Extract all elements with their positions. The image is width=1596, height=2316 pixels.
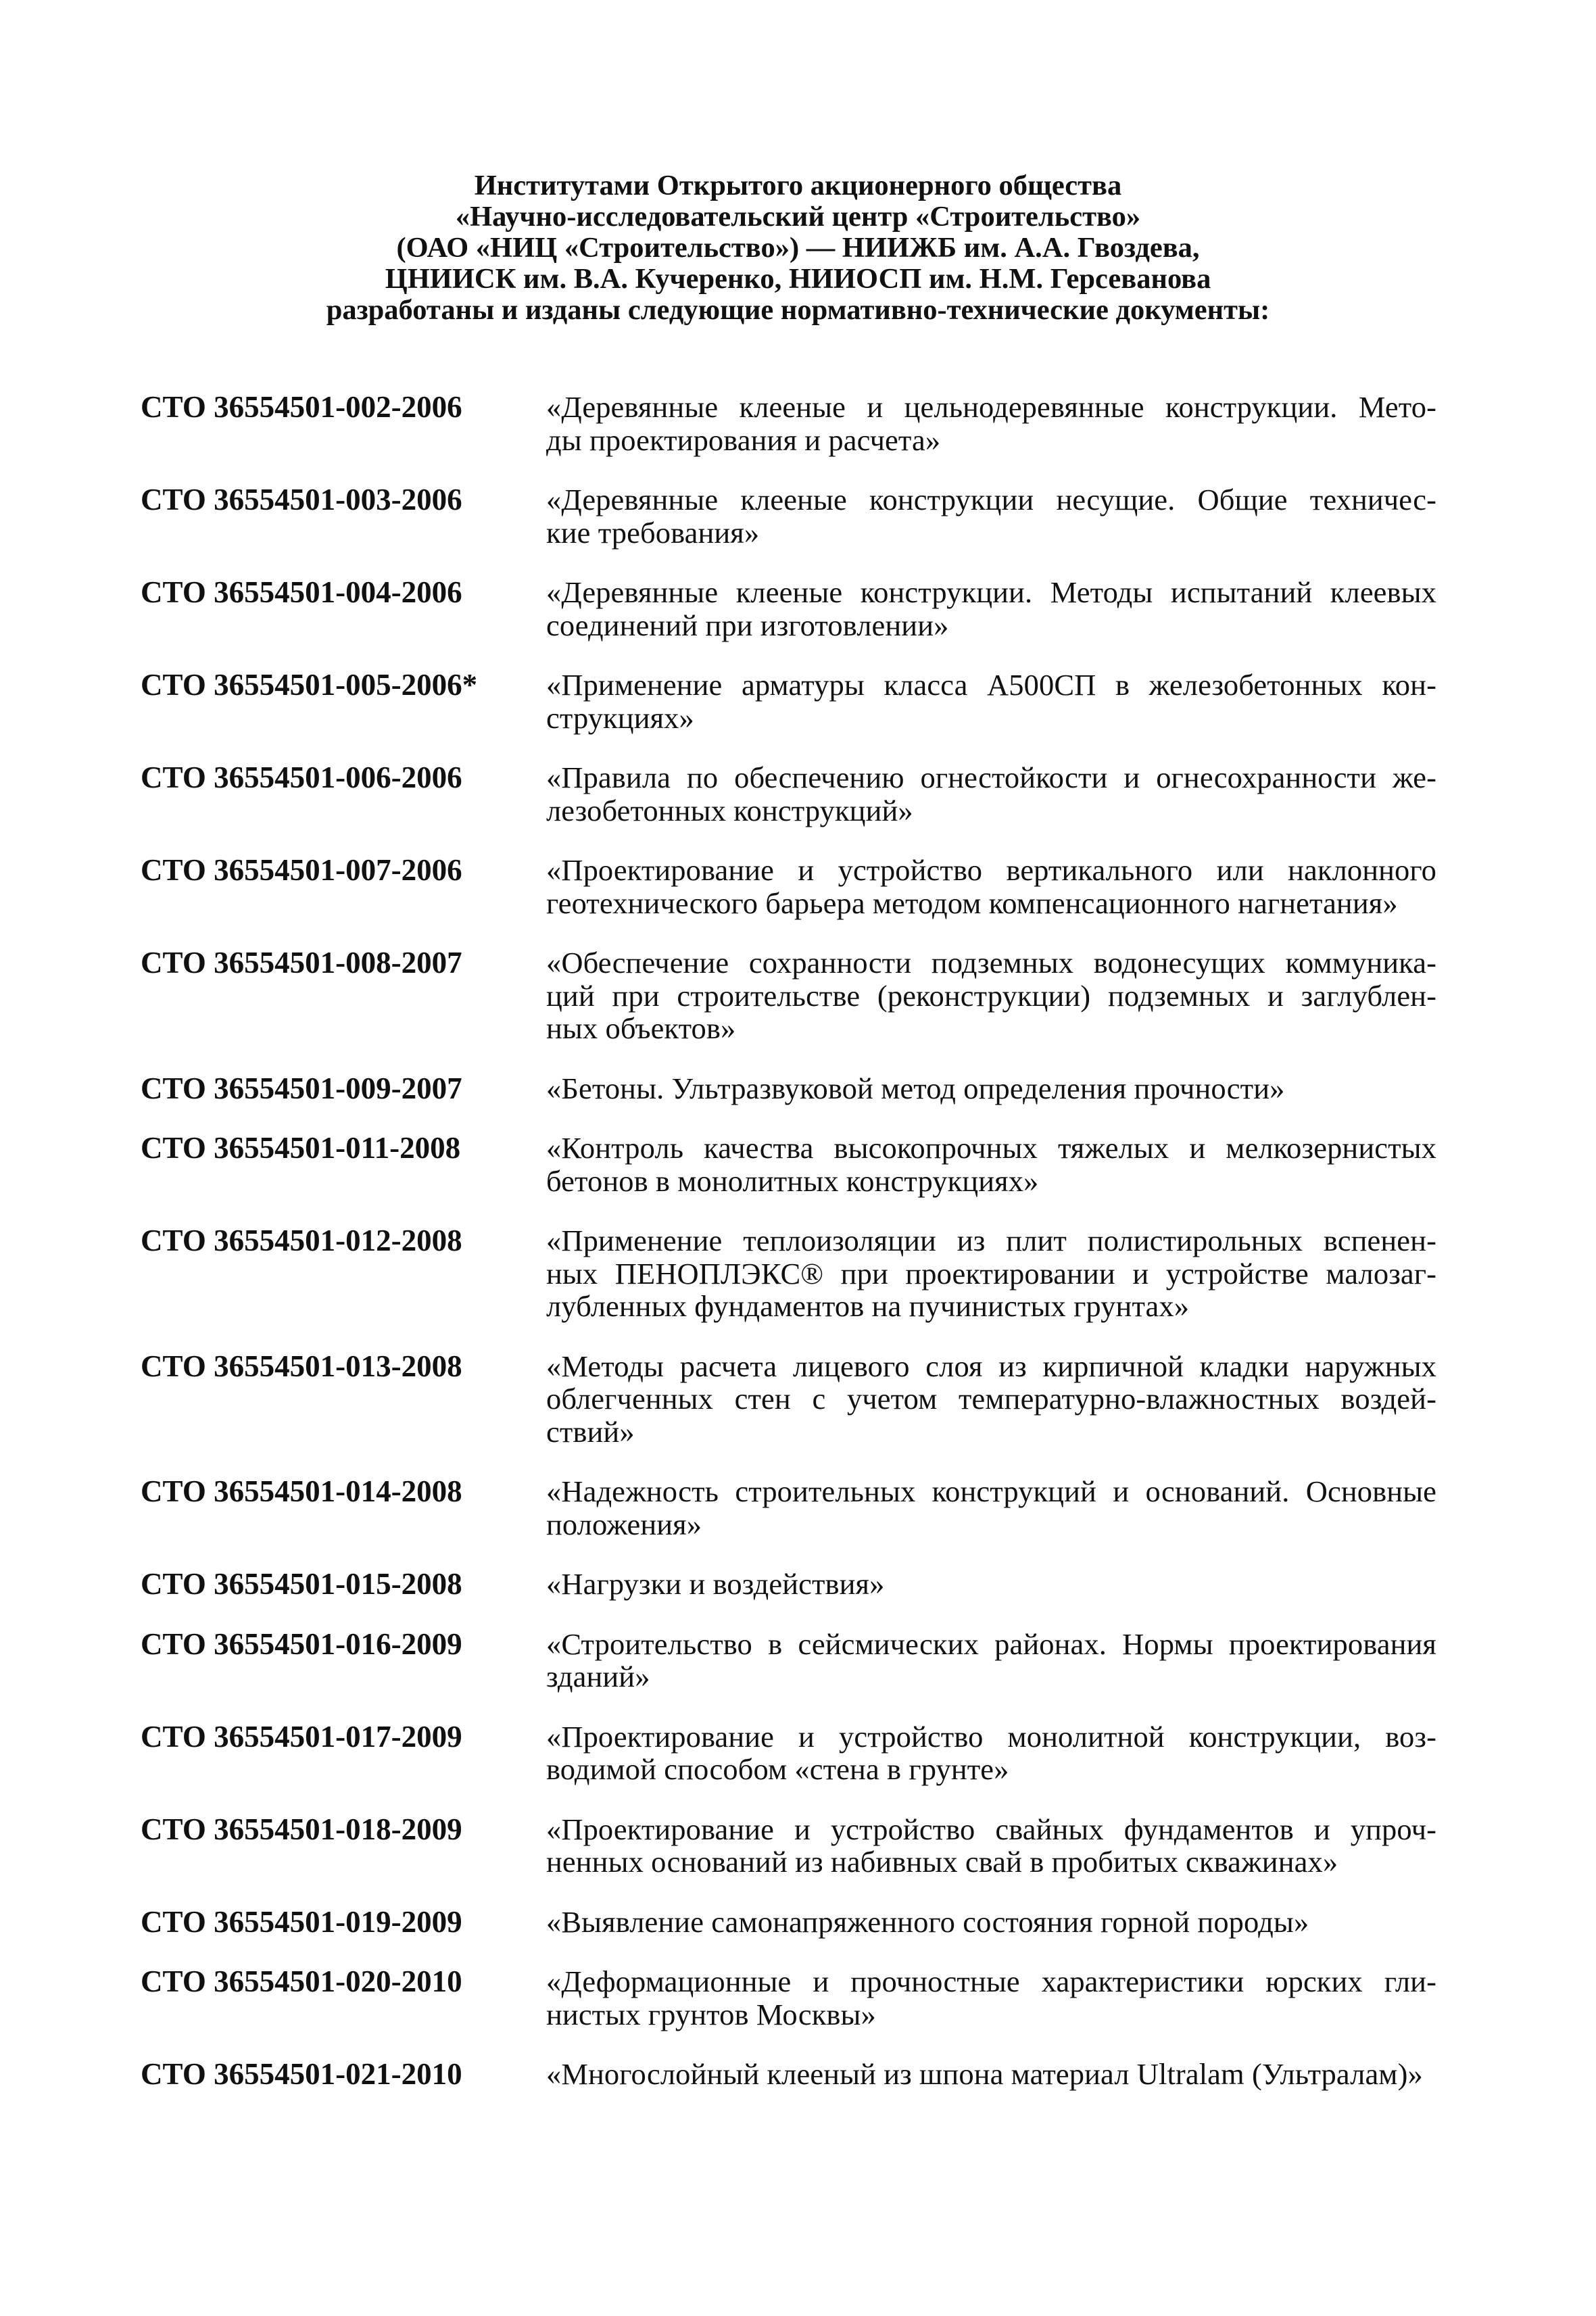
standard-title-line: «Выявление самонапряженного состояния горной породы» [546,1904,1309,1939]
standard-code: СТО 36554501-021-2010 [141,2057,462,2091]
list-item [141,1475,1436,1541]
standard-title-line: «Применение теплоизоляции из плит полистирольных вспенен- [546,1224,1436,1257]
standard-title [546,1350,1436,1449]
standard-title-line: положения» [546,1507,702,1541]
heading-line: ЦНИИСК им. В.А. Кучеренко, НИИОСП им. Н.М. Герсеванова [385,263,1211,295]
list-item [141,1965,1436,2031]
standard-title-line: «Деформационные и прочностные характеристики юрских гли- [546,1964,1436,1998]
standard-code: СТО 36554501-005-2006* [141,668,478,702]
standard-title-line: зданий» [546,1660,650,1693]
standard-code: СТО 36554501-011-2008 [141,1131,461,1165]
standard-title-line: соединений при изготовлении» [546,608,949,642]
standard-code: СТО 36554501-020-2010 [141,1964,462,1998]
list-item [141,1132,1436,1197]
list-item [141,391,1436,456]
standard-code: СТО 36554501-018-2009 [141,1812,462,1846]
standard-title [546,1132,1436,1197]
standard-code: СТО 36554501-003-2006 [141,483,462,516]
standard-title [546,1072,1436,1105]
list-item [141,483,1436,549]
standard-title [546,1813,1436,1879]
list-item [141,761,1436,827]
standard-title-line: нистых грунтов Москвы» [546,1997,876,2031]
standard-title-line: «Деревянные клееные и цельнодеревянные конструкции. Мето- [546,390,1436,424]
standard-title [546,1475,1436,1541]
list-item [141,576,1436,642]
standard-code: СТО 36554501-009-2007 [141,1071,462,1105]
standard-code: СТО 36554501-013-2008 [141,1349,462,1383]
list-item [141,854,1436,919]
standard-title-line: «Проектирование и устройство свайных фундаментов и упроч- [546,1812,1436,1846]
standard-title-line: «Деревянные клееные конструкции. Методы испытаний клеевых [546,575,1436,609]
standard-title-line: «Проектирование и устройство вертикального или наклонного [546,853,1436,887]
standard-title-line: «Правила по обеспечению огнестойкости и огнесохранности же- [546,761,1436,794]
standard-title-line: лезобетонных конструкций» [546,793,913,827]
standard-title-line: ций при строительстве (реконструкции) подземных и заглублен- [546,978,1436,1013]
standard-title-line: «Бетоны. Ультразвуковой метод определения прочности» [546,1071,1285,1105]
list-item [141,1813,1436,1879]
standard-code: СТО 36554501-004-2006 [141,575,462,609]
standard-title [546,576,1436,642]
standard-title-line: водимой способом «стена в грунте» [546,1752,1009,1786]
standard-title-line: «Нагрузки и воздействия» [546,1567,885,1601]
list-item [141,1072,1436,1105]
standard-title-line: «Применение арматуры класса А500СП в железобетонных кон- [546,668,1436,702]
standard-title-line: ных объектов» [546,1011,736,1045]
standard-code: СТО 36554501-002-2006 [141,390,462,424]
list-item [141,2058,1436,2091]
standard-title-line: ды проектирования и расчета» [546,423,941,457]
standard-title-line: ных ПЕНОПЛЭКС® при проектировании и устройстве малозаг- [546,1256,1436,1290]
list-item [141,1906,1436,1939]
standard-title [546,854,1436,919]
standard-title-line: облегченных стен с учетом температурно-влажностных воздей- [546,1382,1436,1416]
standard-title [546,1568,1436,1601]
standard-title [546,1906,1436,1939]
standard-title [546,946,1436,1045]
standard-title [546,1224,1436,1323]
standard-title [546,391,1436,456]
list-item [141,1350,1436,1449]
standard-title-line: «Обеспечение сохранности подземных водонесущих коммуника- [546,946,1436,980]
standard-title-line: «Проектирование и устройство монолитной конструкции, воз- [546,1719,1436,1754]
list-item [141,1224,1436,1323]
standard-title-line: «Деревянные клееные конструкции несущие. Общие техничес- [546,483,1436,516]
standard-title-line: кие требования» [546,515,760,550]
standard-title-line: струкциях» [546,700,694,735]
standard-title-line: «Методы расчета лицевого слоя из кирпичной кладки наружных [546,1349,1436,1383]
standard-code: СТО 36554501-014-2008 [141,1474,462,1508]
standard-title-line: «Контроль качества высокопрочных тяжелых и мелкозернистых [546,1131,1436,1165]
standard-title [546,761,1436,827]
standard-code: СТО 36554501-007-2006 [141,853,462,887]
standard-title-line: «Строительство в сейсмических районах. Нормы проектирования [546,1626,1436,1661]
standard-code: СТО 36554501-019-2009 [141,1904,462,1939]
standard-title [546,669,1436,734]
heading-line: «Научно-исследовательский центр «Строительство» [455,201,1141,233]
standard-title-line: «Надежность строительных конструкций и оснований. Основные [546,1474,1436,1508]
standard-code: СТО 36554501-017-2009 [141,1719,462,1754]
heading-line: (ОАО «НИЦ «Строительство») — НИИЖБ им. А.А. Гвоздева, [396,232,1200,264]
list-item [141,1568,1436,1601]
heading-line: разработаны и изданы следующие нормативно-технические документы: [326,294,1270,326]
standard-title-line: «Многослойный клееный из шпона материал Ultralam (Ультралам)» [546,2057,1423,2091]
list-item [141,1628,1436,1693]
standard-title-line: ненных оснований из набивных свай в пробитых скважинах» [546,1845,1338,1879]
standard-code: СТО 36554501-015-2008 [141,1567,462,1601]
standards-list [141,391,1436,2091]
standard-title-line: бетонов в монолитных конструкциях» [546,1163,1039,1198]
standard-title-line: лубленных фундаментов на пучинистых грунтах» [546,1289,1190,1323]
standard-code: СТО 36554501-008-2007 [141,946,462,980]
standard-title [546,483,1436,549]
list-item [141,946,1436,1045]
standard-title-line: геотехнического барьера методом компенсационного нагнетания» [546,886,1398,920]
document-heading [135,170,1461,326]
standard-code: СТО 36554501-006-2006 [141,761,462,794]
standard-title-line: ствий» [546,1414,635,1449]
list-item [141,1720,1436,1786]
standard-code: СТО 36554501-012-2008 [141,1224,462,1257]
standard-title [546,1628,1436,1693]
standard-title [546,1720,1436,1786]
standard-code: СТО 36554501-016-2009 [141,1626,462,1661]
standard-title [546,1965,1436,2031]
heading-line: Институтами Открытого акционерного общества [474,170,1122,201]
standard-title [546,2058,1436,2091]
list-item [141,669,1436,734]
